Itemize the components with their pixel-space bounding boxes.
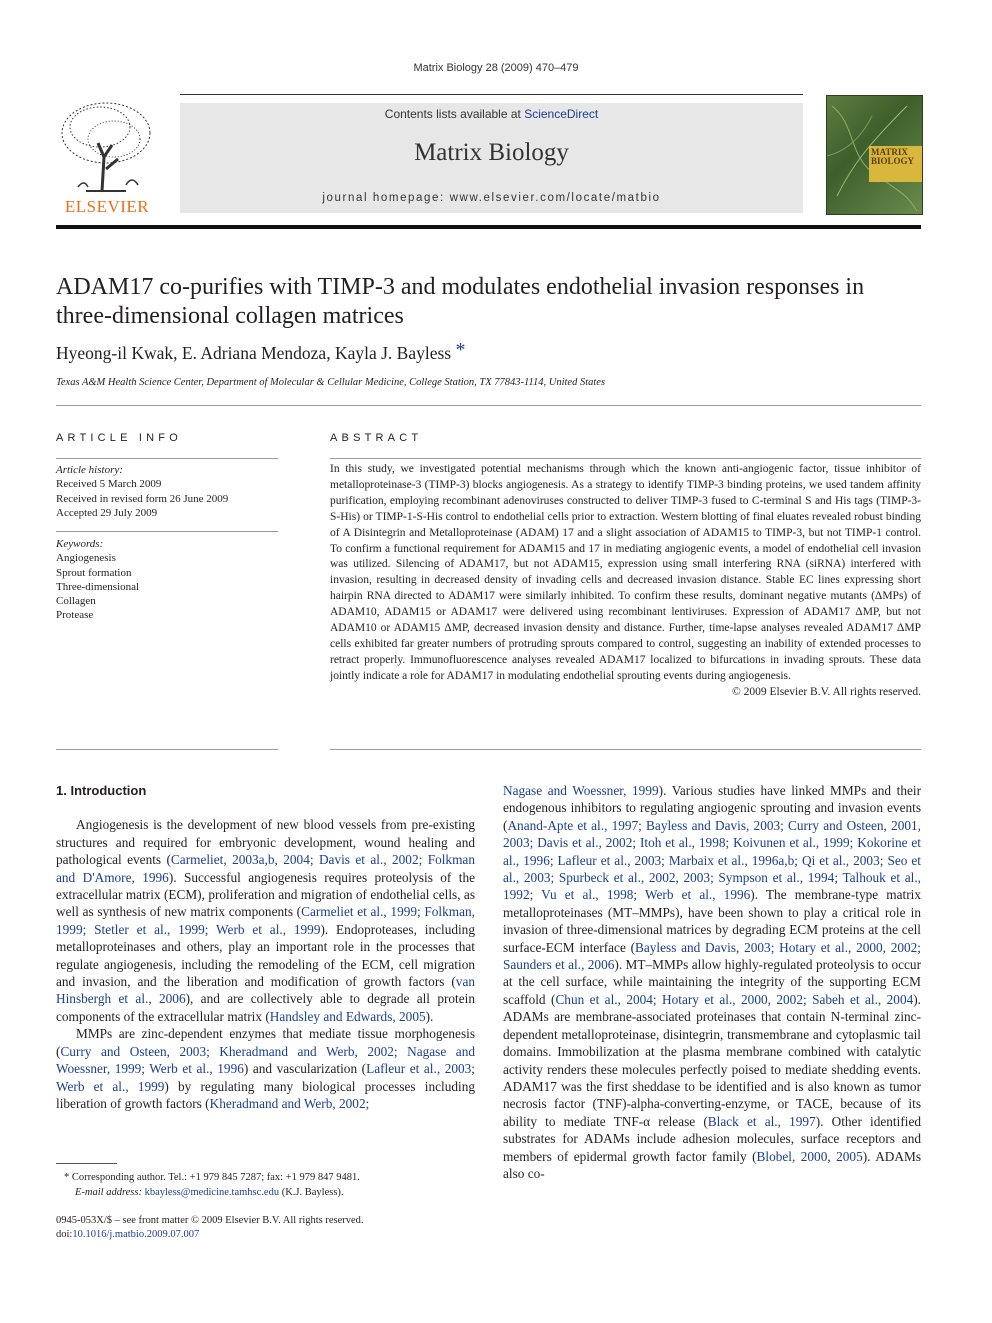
citation-link[interactable]: Kheradmand and Werb, 2002; — [209, 1095, 370, 1111]
email-label: E-mail address: — [75, 1187, 142, 1198]
paragraph-text: ). Successful angiogenesis requires proteolysis of the extracellular matrix (ECM), proliferation and migration of endothelial cells, as well as synthesis of new matrix components ( — [56, 869, 475, 920]
email-suffix: (K.J. Bayless). — [279, 1187, 344, 1198]
citation-link[interactable]: Curry and Osteen, 2003; Kheradmand and Werb, 2002; Nagase and Woessner, 1999; Werb et al., 1996 — [56, 1043, 475, 1077]
contents-line — [180, 107, 803, 121]
history-label: Article history: — [56, 464, 123, 476]
paragraph-text: ). The membrane-type matrix metalloproteinases (MT–MMPs), have been shown to play a critical role in invasion of three-dimensional matrices by degrading ECM proteins at the cell surface-ECM interface ( — [503, 887, 921, 955]
article-title: ADAM17 co-purifies with TIMP-3 and modulates endothelial invasion responses in three-dimensional collagen matrices — [56, 274, 865, 329]
paragraph-text: ) and vascularization ( — [243, 1061, 367, 1077]
paragraph-text: ). ADAMs are membrane-associated proteinases that contain N-terminal zinc-dependent metalloproteinase, disintegrin, transmembrane and cytoplasmic tail domains. Immobilization at the plasma membrane combined with catalytic activity renders these molecules perfectly poised to mediate shedding events. ADAM17 was the first sheddase to be identified and is also known as tumor necrosis factor (TNF)-alpha-converting-enzyme, or TACE, because of its ability to mediate TNF-α release ( — [503, 991, 922, 1129]
abstract-bottom-rule — [330, 749, 921, 750]
doi-link[interactable]: 10.1016/j.matbio.2009.07.007 — [72, 1229, 200, 1240]
elsevier-wordmark: ELSEVIER — [64, 197, 150, 216]
citation-link[interactable]: Nagase and Woessner, 1999 — [503, 783, 659, 798]
footnotes — [56, 1170, 476, 1200]
citation-link[interactable]: Chun et al., 2004; Hotary et al., 2000, 2002; Sabeh et al., 2004 — [555, 991, 914, 1007]
keywords-label: Keywords: — [56, 538, 104, 550]
article-info-rule — [56, 458, 278, 459]
citation-link[interactable]: Carmeliet, 2003a,b, 2004; Davis et al., 2002; Folkman and D'Amore, 1996 — [56, 852, 475, 885]
keyword: Collagen — [56, 595, 96, 608]
section-heading: 1. Introduction — [56, 783, 147, 798]
citation-link[interactable]: van Hinsbergh et al., 2006 — [56, 974, 475, 1007]
citation-link[interactable]: Carmeliet et al., 1999; Folkman, 1999; Stetler et al., 1999; Werb et al., 1999 — [56, 904, 475, 937]
paragraph-text: ). ADAMs also co- — [503, 1148, 921, 1181]
article-info-heading: ARTICLE INFO — [56, 432, 182, 444]
copyright: © 2009 Elsevier B.V. All rights reserved. — [732, 685, 921, 698]
citation-link[interactable]: Handsley and Edwards, 2005 — [269, 1008, 426, 1024]
body-right-column — [503, 782, 921, 1182]
citation-link[interactable]: Blobel, 2000, 2005 — [756, 1148, 863, 1164]
corresponding-author-mark[interactable]: * — [455, 339, 466, 361]
body-paragraph — [56, 816, 475, 1025]
journal-cover-thumbnail — [826, 95, 923, 215]
doi-label: doi: — [56, 1229, 73, 1240]
cover-title: MATRIX BIOLOGY — [871, 147, 915, 166]
body-paragraph — [503, 782, 921, 1182]
paragraph-text: ), and are collectively able to degrade all protein components of the extracellular matrix ( — [56, 991, 475, 1024]
body-left-column — [56, 782, 475, 1112]
keyword: Three-dimensional — [56, 580, 140, 593]
journal-reference: Matrix Biology 28 (2009) 470–479 — [413, 62, 579, 74]
revised-date: Received in revised form 26 June 2009 — [56, 492, 229, 505]
citation-link[interactable]: Bayless and Davis, 2003; Hotary et al., 2000, 2002; Saunders et al., 2006 — [503, 939, 922, 973]
email-link[interactable]: kbayless@medicine.tamhsc.edu — [144, 1187, 280, 1198]
journal-homepage[interactable]: journal homepage: www.elsevier.com/locate/matbio — [322, 192, 661, 204]
abstract-rule — [330, 458, 921, 459]
paragraph-text: Angiogenesis is the development of new blood vessels from pre-existing structures and required for embryonic development, wound healing and pathological events ( — [56, 817, 475, 868]
article-info-bottom-rule — [56, 749, 278, 750]
contents-prefix: Contents lists available at — [384, 107, 525, 121]
corresponding-footnote: * Corresponding author. Tel.: +1 979 845 7287; fax: +1 979 847 9481. — [64, 1172, 360, 1183]
keywords-rule — [56, 531, 278, 532]
citation-link[interactable]: Lafleur et al., 2003; Werb et al., 1999 — [56, 1061, 475, 1094]
footnote-rule — [56, 1163, 117, 1164]
paragraph-text: MMPs are zinc-dependent enzymes that mediate tissue morphogenesis ( — [56, 1026, 475, 1059]
authors: Hyeong-il Kwak, E. Adriana Mendoza, Kayla J. Bayless — [56, 343, 452, 363]
keyword: Angiogenesis — [56, 552, 116, 565]
journal-title: Matrix Biology — [414, 139, 569, 166]
title-divider — [56, 405, 921, 406]
keywords-block — [56, 537, 278, 623]
masthead-top-rule — [180, 94, 803, 95]
email-footnote — [56, 1185, 476, 1200]
issn-line: 0945-053X/$ – see front matter © 2009 Elsevier B.V. All rights reserved. — [56, 1215, 364, 1226]
abstract — [330, 462, 921, 701]
received-date: Received 5 March 2009 — [56, 478, 162, 491]
abstract-text: In this study, we investigated potential mechanisms through which the known anti-angiogenic factor, tissue inhibitor of metalloproteinase-3 (TIMP-3) blocks angiogenesis. As a strategy to identify TIMP-3 binding proteins, we used tandem affinity purification, employing recombinant adenoviruses constructed to deliver TIMP-3 fused to C-terminal S and His tags (TIMP-3-S-His) or TIMP-1-S-His control to endothelial cells prior to extraction. Western blotting of final eluates revealed robust binding of A Disintegrin and Metalloproteinase (ADAM) 17 and a slight association of ADAM15 to TIMP-3, but not TIMP-1 control. To confirm a functional requirement for ADAM15 and 17 in mediating angiogenic events, a model of endothelial cell invasion was utilized. Silencing of ADAM17, but not ADAM15, expression using small interfering RNA (siRNA) interfered with invasion, resulting in decreased density of invading cells and decreased invasion distance. Stable EC lines expressing short hairpin RNA directed to ADAM17 were similarly inhibited. To confirm these results, dominant negative mutants (ΔMPs) of ADAM10, ADAM15 or ADAM17 were delivered using recombinant lentiviruses. Expression of ADAM17 ΔMP, but not ADAM10 or ADAM15 ΔMP, decreased invasion density and distance. Further, time-lapse analyses revealed ADAM17 ΔMP cells exhibited far greater numbers of protruding sprouts compared to control, suggesting an inability of extended processes to retract properly. Immunofluorescence analyses revealed ADAM17 localized to bifurcations in invading sprouts. These data jointly indicate a role for ADAM17 in modulating endothelial sprouting events during angiogenesis. — [330, 463, 921, 682]
paragraph-text: ). — [425, 1008, 434, 1024]
sciencedirect-link[interactable]: ScienceDirect — [524, 107, 599, 121]
doi-line — [56, 1228, 476, 1242]
citation-link[interactable]: Black et al., 1997 — [707, 1113, 816, 1129]
article-history — [56, 463, 278, 520]
accepted-date: Accepted 29 July 2009 — [56, 506, 158, 519]
journal-masthead — [180, 103, 803, 213]
keyword: Protease — [56, 609, 94, 622]
front-matter-info — [56, 1214, 476, 1242]
body-paragraph — [56, 1025, 475, 1112]
keyword: Sprout formation — [56, 566, 132, 579]
author-line — [56, 339, 466, 366]
paragraph-text: ). Endoproteases, including metalloproteinases and others, play an important role in the processes that regulate angiogenesis, including the remodeling of the ECM, cell migration and invasion, and the liberation and modification of growth factors ( — [56, 921, 475, 990]
masthead-rule — [56, 225, 921, 229]
paragraph-text: ). MT–MMPs allow highly-regulated proteolysis to occur at the cell surface, while maintaining the integrity of the supporting ECM scaffold ( — [503, 957, 922, 1007]
citation-link[interactable]: Anand-Apte et al., 1997; Bayless and Davis, 2003; Curry and Osteen, 2001, 2003; Davis et al., 2002; Itoh et al., 1998; Koivunen et al., 1999; Kokorine et al., 1996; Lafleur et al., 2003; Marbaix et al., 1996a,b; Qi et al., 2003; Seo et al., 2003; Spurbeck et al., 2002, 2003; Sympson et al., 1994; Talhouk et al., 1992; Vu et al., 1998; Werb et al., 1996 — [503, 817, 921, 903]
paragraph-text: ). Other identified substrates for ADAMs include adhesion molecules, surface receptors and members of epidermal growth factor family ( — [503, 1113, 921, 1164]
affiliation: Texas A&M Health Science Center, Department of Molecular & Cellular Medicine, College Station, TX 77843-1114, United States — [56, 377, 606, 388]
paragraph-text: ) by regulating many biological processes including liberation of growth factors ( — [56, 1078, 475, 1111]
abstract-heading: ABSTRACT — [330, 432, 423, 444]
paragraph-text: ). Various studies have linked MMPs and their endogenous inhibitors to regulating angiogenic sprouting and invasion events ( — [503, 783, 922, 833]
